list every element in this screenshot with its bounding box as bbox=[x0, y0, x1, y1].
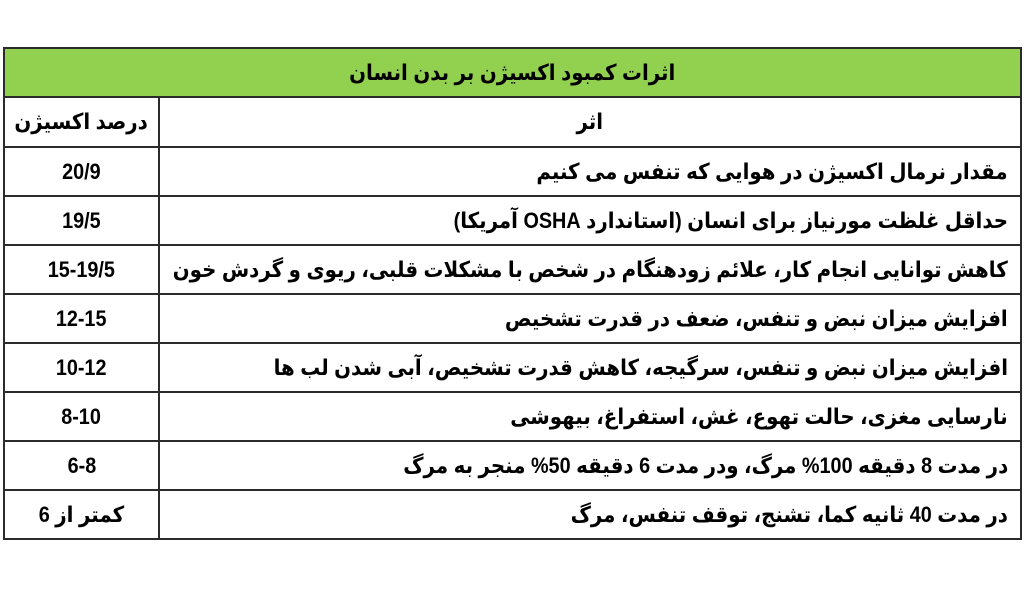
oxygen-percent-value: 12-15 bbox=[56, 305, 107, 331]
oxygen-percent-cell bbox=[4, 196, 159, 245]
table-title-cell bbox=[4, 48, 1021, 97]
table-row bbox=[4, 147, 1021, 196]
header-effect-label: اثر bbox=[576, 109, 604, 134]
table-row bbox=[4, 441, 1021, 490]
table-title-row bbox=[4, 48, 1021, 97]
oxygen-percent-cell bbox=[4, 245, 159, 294]
effect-cell bbox=[159, 147, 1021, 196]
table-header-row bbox=[4, 97, 1021, 147]
oxygen-percent-value: 20/9 bbox=[62, 158, 101, 184]
effect-cell bbox=[159, 441, 1021, 490]
effect-text: در مدت 8 دقیقه 100% مرگ، ودر مدت 6 دقیقه 50% منجر به مرگ bbox=[402, 452, 1009, 478]
oxygen-percent-value: 6-8 bbox=[67, 452, 96, 478]
effect-text: حداقل غلظت مورنیاز برای انسان (استاندارد OSHA آمریکا) bbox=[453, 207, 1009, 233]
effect-cell bbox=[159, 245, 1021, 294]
table-title: اثرات کمبود اکسیژن بر بدن انسان bbox=[349, 59, 676, 85]
oxygen-percent-value: 8-10 bbox=[61, 403, 102, 429]
oxygen-deficiency-effects-table bbox=[3, 47, 1022, 540]
effect-cell bbox=[159, 490, 1021, 539]
oxygen-percent-cell bbox=[4, 490, 159, 539]
table-row bbox=[4, 294, 1021, 343]
oxygen-percent-cell bbox=[4, 392, 159, 441]
table-row bbox=[4, 196, 1021, 245]
effect-cell bbox=[159, 343, 1021, 392]
header-effect bbox=[159, 97, 1021, 147]
effect-cell bbox=[159, 392, 1021, 441]
oxygen-deficiency-table-container bbox=[3, 47, 1020, 540]
table-row bbox=[4, 343, 1021, 392]
oxygen-percent-cell bbox=[4, 147, 159, 196]
table-row bbox=[4, 245, 1021, 294]
effect-cell bbox=[159, 294, 1021, 343]
effect-text: افزایش میزان نبض و تنفس، ضعف در قدرت تشخیص bbox=[505, 305, 1009, 331]
oxygen-percent-value: کمتر از 6 bbox=[38, 501, 125, 527]
effect-text: مقدار نرمال اکسیژن در هوایی که تنفس می کنیم bbox=[536, 158, 1009, 184]
header-oxygen-percent-label: درصد اکسیژن bbox=[14, 109, 149, 134]
effect-text: در مدت 40 ثانیه کما، تشنج، توقف تنفس، مرگ bbox=[570, 501, 1009, 527]
oxygen-percent-cell bbox=[4, 294, 159, 343]
effect-cell bbox=[159, 196, 1021, 245]
effect-text: افزایش میزان نبض و تنفس، سرگیجه، کاهش قدرت تشخیص، آبی شدن لب ها bbox=[273, 354, 1009, 380]
oxygen-percent-cell bbox=[4, 343, 159, 392]
oxygen-percent-cell bbox=[4, 441, 159, 490]
effect-text: نارسایی مغزی، حالت تهوع، غش، استفراغ، بیهوشی bbox=[510, 403, 1009, 429]
oxygen-percent-value: 15-19/5 bbox=[47, 256, 116, 282]
oxygen-percent-value: 19/5 bbox=[62, 207, 101, 233]
effect-text: کاهش توانایی انجام کار، علائم زودهنگام در شخص با مشکلات قلبی، ریوی و گردش خون bbox=[173, 256, 1009, 282]
oxygen-percent-value: 10-12 bbox=[56, 354, 107, 380]
table-row bbox=[4, 392, 1021, 441]
table-row bbox=[4, 490, 1021, 539]
header-oxygen-percent bbox=[4, 97, 159, 147]
